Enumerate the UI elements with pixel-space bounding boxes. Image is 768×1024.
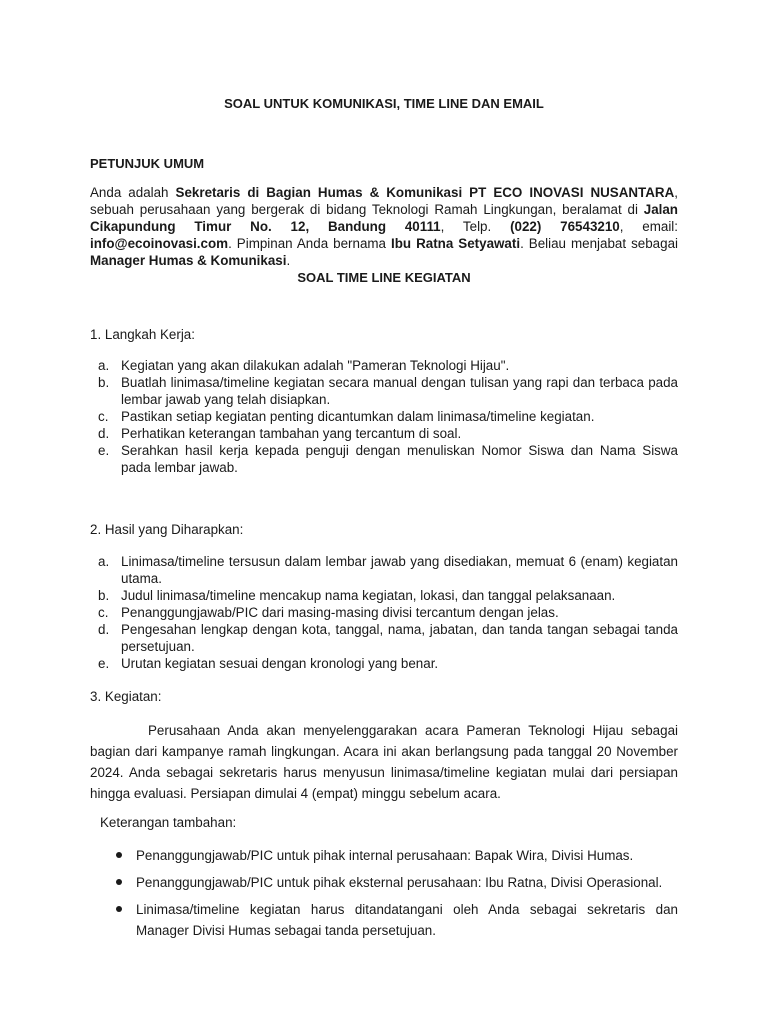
results-list — [90, 553, 678, 672]
activity-paragraph: Perusahaan Anda akan menyelenggarakan acara Pameran Teknologi Hijau sebagai bagian dari kampanye ramah lingkungan. Acara ini akan berlangsung pada tanggal 20 November 2024. Anda sebagai sekretaris harus menyusun linimasa/timeline kegiatan mulai dari persiapan hingga evaluasi. Persiapan dimulai 4 (empat) minggu sebelum acara. — [90, 723, 678, 801]
list-item: Linimasa/timeline kegiatan harus ditandatangani oleh Anda sebagai sekretaris dan Manager Divisi Humas sebagai tanda persetujuan. — [114, 899, 678, 941]
list-item: b. Buatlah linimasa/timeline kegiatan secara manual dengan tulisan yang rapi dan terbaca pada lembar jawab yang telah disiapkan. — [98, 375, 678, 407]
list-item: b. Judul linimasa/timeline mencakup nama kegiatan, lokasi, dan tanggal pelaksanaan. — [98, 588, 616, 603]
bullet-icon — [116, 906, 122, 912]
list-item: Penanggungjawab/PIC untuk pihak eksternal perusahaan: Ibu Ratna, Divisi Operasional. — [114, 872, 678, 893]
document-title: SOAL UNTUK KOMUNIKASI, TIME LINE DAN EMAIL — [224, 96, 544, 111]
list-item: d. Pengesahan lengkap dengan kota, tanggal, nama, jabatan, dan tanda tangan sebagai tanda persetujuan. — [98, 622, 678, 654]
steps-list — [90, 357, 678, 476]
list-item: c. Penanggungjawab/PIC dari masing-masing divisi tercantum dengan jelas. — [98, 605, 559, 620]
bullet-icon — [116, 852, 122, 858]
activity-heading: 3. Kegiatan: — [90, 689, 162, 704]
list-item: e. Urutan kegiatan sesuai dengan kronologi yang benar. — [98, 656, 439, 671]
results-heading: 2. Hasil yang Diharapkan: — [90, 522, 244, 537]
list-item: a. Kegiatan yang akan dilakukan adalah "Pameran Teknologi Hijau". — [98, 358, 510, 373]
bullet-icon — [116, 879, 122, 885]
list-item: e. Serahkan hasil kerja kepada penguji dengan menuliskan Nomor Siswa dan Nama Siswa pada lembar jawab. — [98, 443, 678, 475]
list-item: a. Linimasa/timeline tersusun dalam lembar jawab yang disediakan, memuat 6 (enam) kegiatan utama. — [98, 554, 678, 586]
general-instructions-paragraph: Anda adalah Sekretaris di Bagian Humas & Komunikasi PT ECO INOVASI NUSANTARA, sebuah perusahaan yang bergerak di bidang Teknologi Ramah Lingkungan, beralamat di Jalan Cikapundung Timur No. 12, Bandung 40111, Telp. (022) 76543210, email: info@ecoinovasi.com. Pimpinan Anda bernama Ibu Ratna Setyawati. Beliau menjabat sebagai Manager Humas & Komunikasi. — [90, 185, 679, 268]
section-title: SOAL TIME LINE KEGIATAN — [297, 270, 471, 285]
notes-heading: Keterangan tambahan: — [100, 815, 237, 830]
list-item: Penanggungjawab/PIC untuk pihak internal perusahaan: Bapak Wira, Divisi Humas. — [114, 845, 678, 866]
list-item: c. Pastikan setiap kegiatan penting dicantumkan dalam linimasa/timeline kegiatan. — [98, 409, 595, 424]
list-item: d. Perhatikan keterangan tambahan yang tercantum di soal. — [98, 426, 462, 441]
steps-heading: 1. Langkah Kerja: — [90, 327, 195, 342]
general-instructions-heading: PETUNJUK UMUM — [90, 156, 205, 171]
notes-list — [114, 845, 678, 947]
